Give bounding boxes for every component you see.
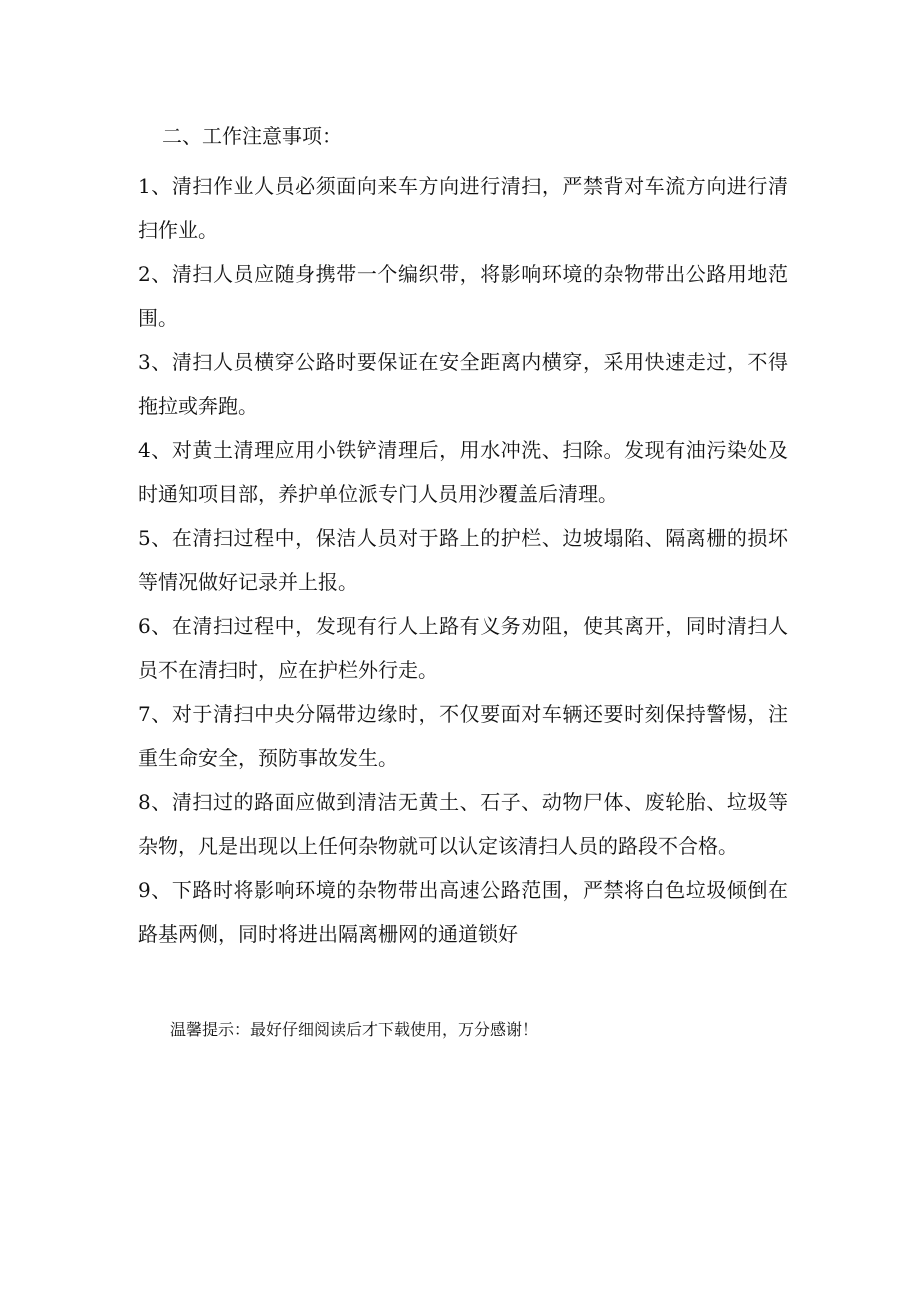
notice-item-8: 8、清扫过的路面应做到清洁无黄土、石子、动物尸体、废轮胎、垃圾等杂物，凡是出现以上任何杂物就可以认定该清扫人员的路段不合格。 (138, 790, 788, 858)
notice-item-1: 1、清扫作业人员必须面向来车方向进行清扫，严禁背对车流方向进行清扫作业。 (138, 174, 788, 242)
notice-item-2: 2、清扫人员应随身携带一个编织带，将影响环境的杂物带出公路用地范围。 (138, 262, 788, 330)
notice-item-9: 9、下路时将影响环境的杂物带出高速公路范围，严禁将白色垃圾倾倒在路基两侧，同时将进出隔离栅网的通道锁好 (138, 878, 788, 946)
notice-item-3: 3、清扫人员横穿公路时要保证在安全距离内横穿，采用快速走过，不得拖拉或奔跑。 (138, 350, 788, 418)
download-tip: 温馨提示：最好仔细阅读后才下载使用，万分感谢！ (170, 1020, 539, 1039)
section-heading: 二、工作注意事项： (162, 124, 342, 148)
notice-item-5: 5、在清扫过程中，保洁人员对于路上的护栏、边坡塌陷、隔离栅的损坏等情况做好记录并上报。 (138, 526, 788, 594)
notice-list (138, 164, 788, 956)
notice-item-7: 7、对于清扫中央分隔带边缘时，不仅要面对车辆还要时刻保持警惕，注重生命安全，预防事故发生。 (138, 702, 788, 770)
notice-item-6: 6、在清扫过程中，发现有行人上路有义务劝阻，使其离开，同时清扫人员不在清扫时，应在护栏外行走。 (138, 614, 788, 682)
notice-item-4: 4、对黄土清理应用小铁铲清理后，用水冲洗、扫除。发现有油污染处及时通知项目部，养护单位派专门人员用沙覆盖后清理。 (138, 438, 788, 506)
